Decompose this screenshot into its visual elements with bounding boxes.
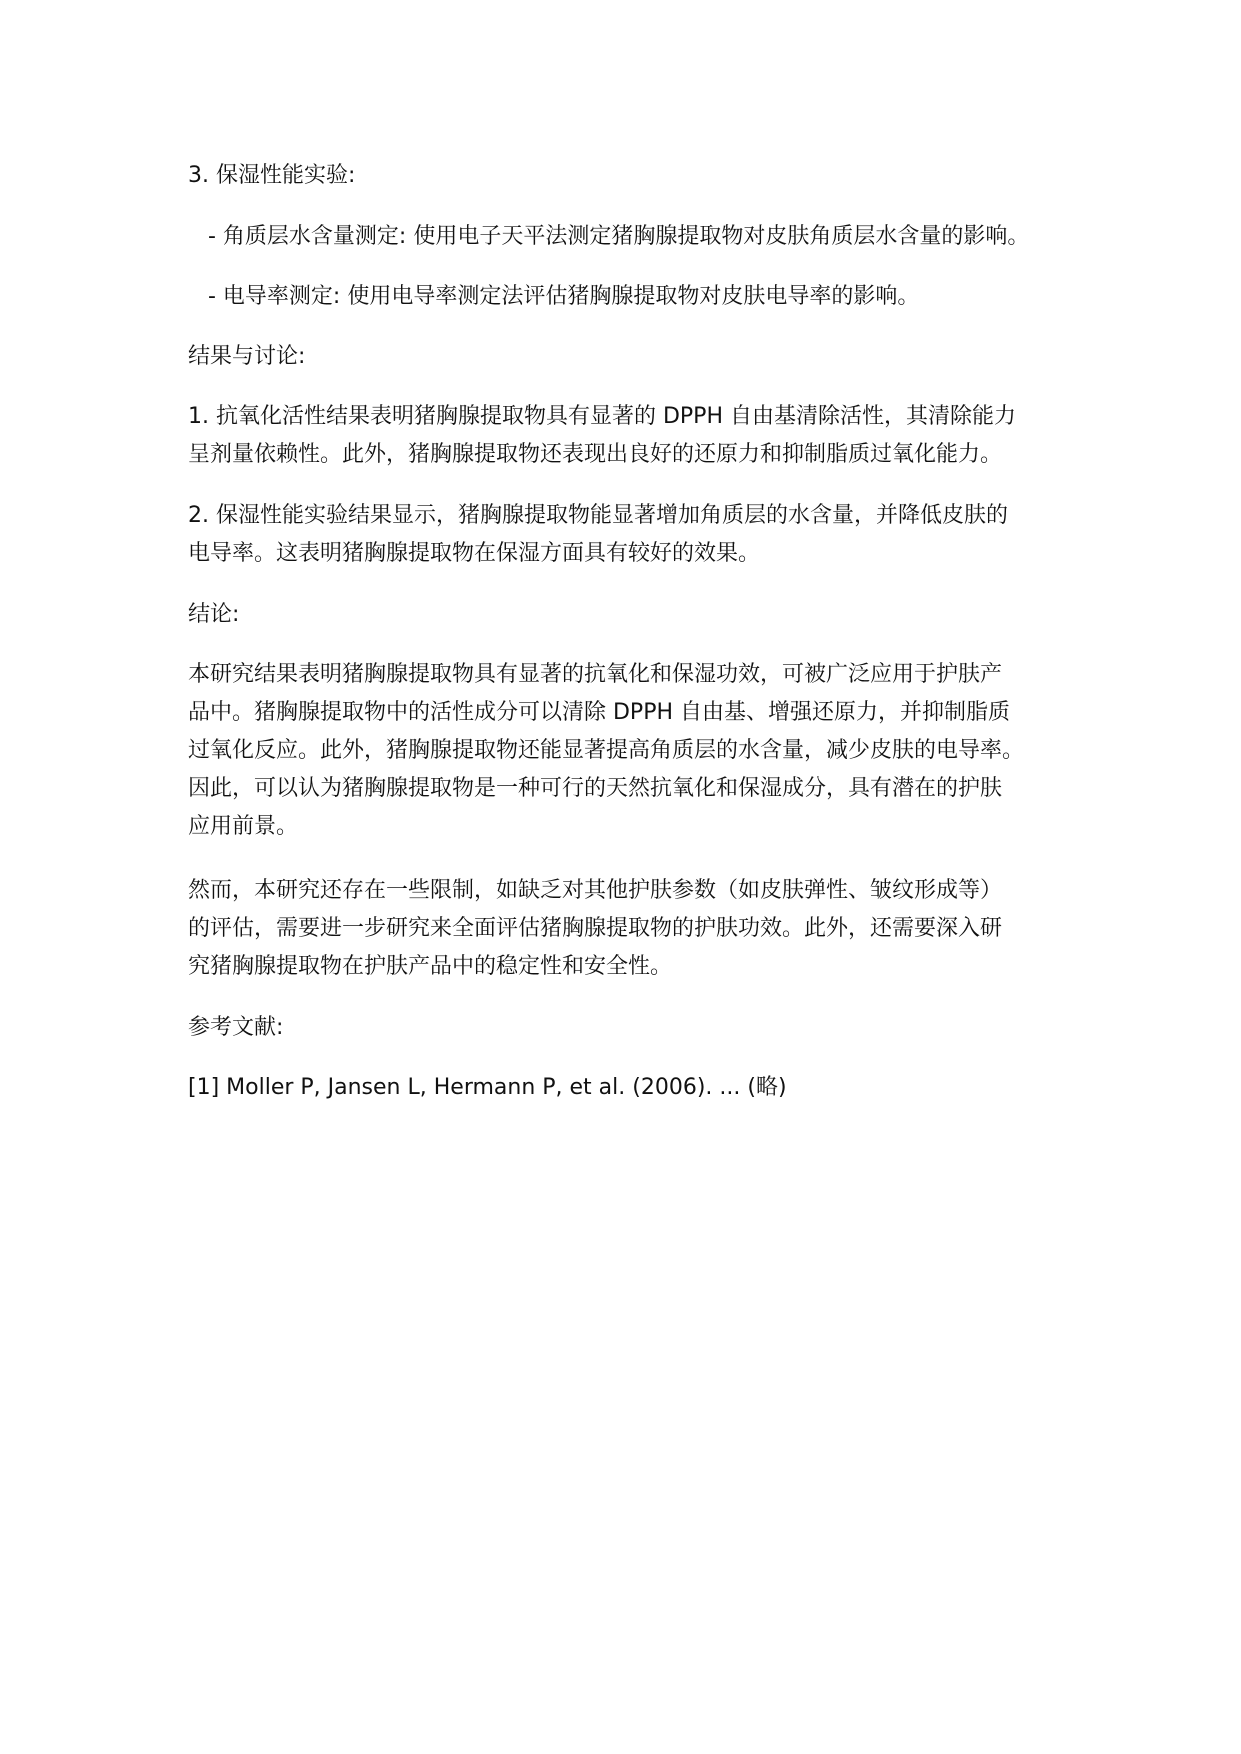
reference-item-1: [1] Moller P, Jansen L, Hermann P, et al. (2006). ... (略) [188,1075,787,1100]
results-heading: 结果与讨论: [188,344,306,369]
results-paragraph-2: 2. 保湿性能实验结果显示，猪胸腺提取物能显著增加角质层的水含量，并降低皮肤的 电导率。这表明猪胸腺提取物在保湿方面具有较好的效果。 [188,503,1008,566]
references-heading: 参考文献: [188,1015,284,1040]
conclusion-paragraph-2: 然而，本研究还存在一些限制，如缺乏对其他护肤参数（如皮肤弹性、皱纹形成等） 的评估，需要进一步研究来全面评估猪胸腺提取物的护肤功效。此外，还需要深入研 究猪胸腺提取物在护肤产品中的稳定性和安全性。 [188,878,1003,979]
conclusion-paragraph-1: 本研究结果表明猪胸腺提取物具有显著的抗氧化和保湿功效，可被广泛应用于护肤产 品中。猪胸腺提取物中的活性成分可以清除 DPPH 自由基、增强还原力，并抑制脂质 过氧化反应。此外，猪胸腺提取物还能显著提高角质层的水含量，减少皮肤的电导率。 因此，可以认为猪胸腺提取物是一种可行的天然抗氧化和保湿成分，具有潜在的护肤 应用前景。 [188,662,1025,839]
conclusion-heading: 结论: [188,602,240,627]
results-paragraph-1: 1. 抗氧化活性结果表明猪胸腺提取物具有显著的 DPPH 自由基清除活性，其清除能力 呈剂量依赖性。此外，猪胸腺提取物还表现出良好的还原力和抑制脂质过氧化能力。 [188,404,1016,467]
moisture-item-stratum-corneum: - 角质层水含量测定: 使用电子天平法测定猪胸腺提取物对皮肤角质层水含量的影响。 [208,224,1030,249]
section-3-heading: 3. 保湿性能实验: [188,163,356,188]
moisture-item-conductivity: - 电导率测定: 使用电导率测定法评估猪胸腺提取物对皮肤电导率的影响。 [208,284,920,309]
